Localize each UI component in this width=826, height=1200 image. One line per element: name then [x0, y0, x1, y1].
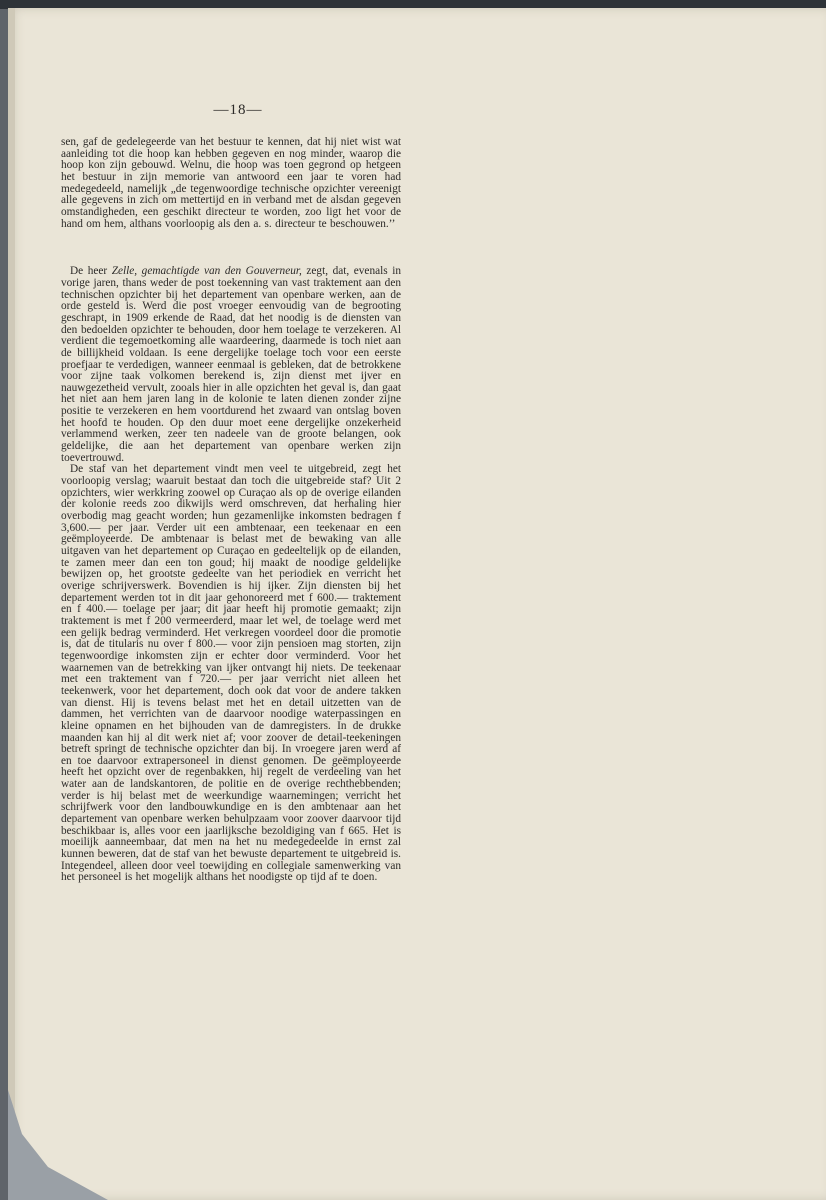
speaker-name: Zelle, gemachtigde van den Gouverneur,: [111, 265, 302, 278]
paragraph-staff: De staf van het departement vindt men veel te uitgebreid, zegt het voorloopig verslag; waaruit bestaat dan toch die uitgebreide staf? Uit 2 opzichters, wier werkkring zoowel op Curaçao als op de overige eilanden der kolonie reeds zoo dikwijls werd omschreven, dat herhaling hier overbodig mag geacht worden; hun gezamenlijke inkomsten bedragen f 3,600.— per jaar. Verder uit een ambtenaar, een teekenaar en een geëmployeerde. De ambtenaar is belast met de bewaking van alle uitgaven van het departement op Curaçao en gedeeltelijk op de eilanden, te zamen meer dan een ton goud; hij maakt de noodige geldelijke bewijzen op, het grootste gedeelte van het periodiek en verricht het overige schrijverswerk. Bovendien is hij ijker. Zijn diensten bij het departement werden tot in dit jaar gehonoreerd met f 600.— traktement en f 400.— toelage per jaar; dit jaar heeft hij promotie gemaakt; zijn traktement is met f 200 vermeerderd, maar let wel, de toelage werd met een gelijk bedrag verminderd. Het verkregen voordeel door die promotie is, dat de titularis nu over f 800.— voor zijn pensioen mag storten, zijn tegenwoordige inkomsten zijn er echter door verminderd. Voor het waarnemen van de betrekking van ijker ontvangt hij niets. De teekenaar met een traktement van f 720.— per jaar verricht niet alleen het teekenwerk, voor het departement, doch ook dat voor de andere takken van dienst. Hij is tevens belast met het en detail uitzetten van de dammen, het verrichten van de daarvoor noodige waterpassingen en kleine opnamen en het bijhouden van de damregisters. In de drukke maanden kan hij al dit werk niet af; voor zoover de detail-teekeningen betreft springt de technische opzichter dan bij. In vroegere jaren werd af en toe daarvoor extrapersoneel in dienst genomen. De geëmployeerde heeft het opzicht over de regenbakken, hij regelt de verdeeling van het water aan de landskantoren, de politie en de overige rechthebbenden; verder is hij belast met de weerkundige waarnemingen; verricht het schrijfwerk voor den landbouwkundige en is den ambtenaar aan het departement van openbare werken behulpzaam voor zoover daarvoor tijd beschikbaar is, alles voor een jaarlijksche bezoldiging van f 665. Het is moeilijk aanneembaar, dat men na het nu medegedeelde in ernst zal kunnen beweren, dat de staf van het bewuste departement te uitgebreid is. Integendeel, alleen door veel toewijding en collegiale samenwerking van het personeel is het mogelijk althans het noodigste op tijd af te doen.: [61, 463, 401, 884]
torn-corner: [8, 1090, 108, 1200]
page-number: —18—: [213, 102, 263, 118]
speaker-intro: De heer: [70, 265, 112, 278]
document-page: [8, 8, 826, 1200]
paragraph-speaker-statement: [61, 266, 401, 464]
page-binding-edge: [8, 8, 15, 1200]
text-column: [61, 102, 401, 884]
paragraph-gap: [61, 230, 401, 266]
paragraph-continuation: sen, gaf de gedelegeerde van het bestuur te kennen, dat hij niet wist wat aanleiding tot die hoop kan hebben gegeven en nog minder, waarop die hoop kon zijn gebouwd. Welnu, die hoop was toen gegrond op hetgeen het bestuur in zijn memorie van antwoord een jaar te voren had medegedeeld, namelijk „de tegenwoordige technische opzichter vereenigt alle gegevens in zich om mettertijd en in verband met de alsdan gegeven omstandigheden, een geschikt directeur te worden, zoo ligt het voor de hand om hem, althans voorloopig als den a. s. directeur te beschouwen.’’: [61, 136, 401, 230]
speaker-statement-text: zegt, dat, evenals in vorige jaren, thans weder de post toekenning van vast traktement aan den technischen opzichter bij het departement van openbare werken, aan de orde gesteld is. Werd die post vroeger eenvoudig van de begrooting geschrapt, in 1909 erkende de Raad, dat het noodig is de diensten van den bedoelden opzichter te behouden, door hem toelage te verzekeren. Al verdient die tegemoetkoming alle waardeering, daarmede is toch niet aan de billijkheid voldaan. Is eene dergelijke toelage toch voor een eerste proefjaar te verdedigen, wanneer eenmaal is gebleken, dat de betrokkene voor zijne taak volkomen berekend is, zijn dienst met ijver en nauwgezetheid vervult, zooals hier in alle opzichten het geval is, dan gaat het niet aan hem jaren lang in de kolonie te laten dienen zonder zijne positie te verzekeren en hem voortdurend het zwaard van ontslag boven het hoofd te houden. Op den duur moet eene dergelijke onzekerheid verlammend werken, zeer ten nadeele van de groote belangen, ook geldelijke, die aan het departement van openbare werken zijn toevertrouwd.: [61, 265, 401, 464]
